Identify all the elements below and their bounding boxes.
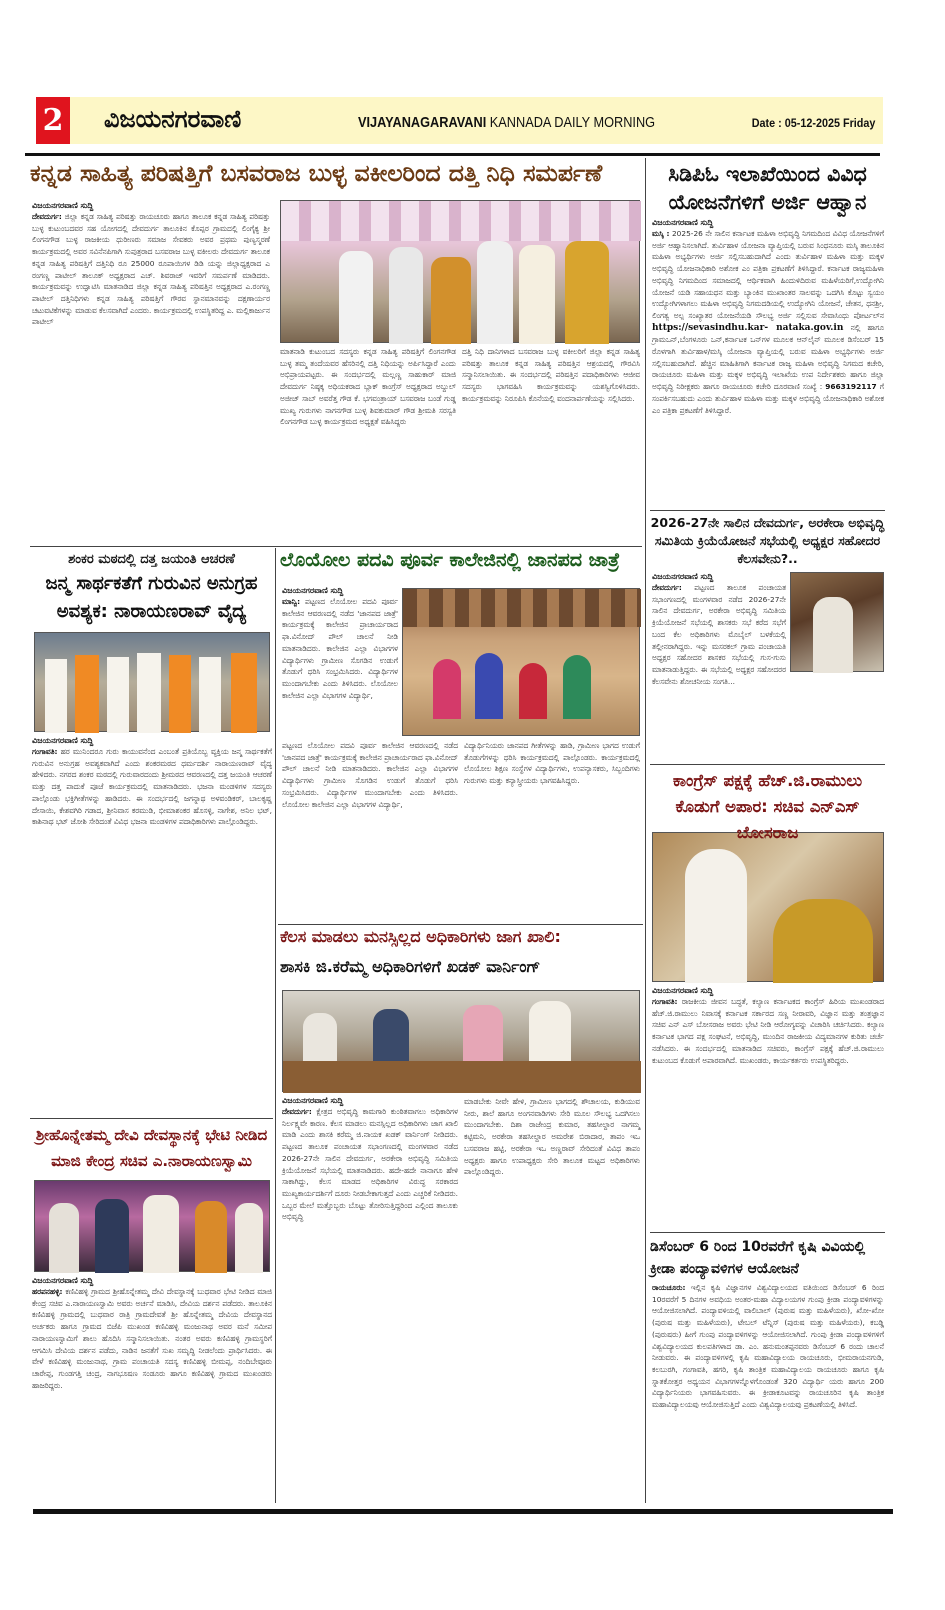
photo-person xyxy=(431,257,471,344)
congress-body xyxy=(652,996,884,1230)
congress-photo xyxy=(652,832,884,982)
lead-body-col3 xyxy=(462,346,640,544)
devadurga-photo xyxy=(790,572,884,672)
lead-body-col2 xyxy=(280,346,456,544)
section-divider-congress xyxy=(650,1232,885,1233)
krishi-body xyxy=(652,1282,884,1504)
photo-person xyxy=(339,251,373,344)
cdpo-phone: 9663192117 xyxy=(825,382,877,392)
photo-person xyxy=(95,1199,129,1273)
photo-dancer xyxy=(475,653,503,719)
section-divider-shankar xyxy=(30,1118,273,1119)
karemma-body-text-2: ಮಾಡಬೇಕು ನೀವೇ ಹೇಳಿ, ಗ್ರಾಮೀಣ ಭಾಗದಲ್ಲಿ ಶೌಚಾಲಯ, ಕುಡಿಯುವ ನೀರು, ಶಾಲೆ ಹಾಗೂ ಅಂಗನವಾಡಿಗಳು ಸೇರಿ ಮೂಲ ಸೌಲಭ್ಯ ಒದಗಿಸಲು ಮುಂದಾಗಬೇಕು. ದಿಶಾ ರಾಜೇಂದ್ರ ಕುಮಾರ, ತಹಸೀಲ್ದಾರ ನಾಗಮ್ಮ ಕಟ್ಟಿಮನಿ, ಅರಕೇರಾ ತಹಸೀಲ್ದಾರ ಅಮರೇಶ ಬಿರಾದಾರ, ತಾಪಂ ಇಒ ಬಸವರಾಜ ಹಟ್ಟಿ, ಅರಕೇರಾ ಇಒ ಅಣ್ಣರಾವ್ ಸೇರಿದಂತೆ ವಿವಿಧ ತಾಪಂ ಅಧ್ಯಕ್ಷರು ಹಾಗೂ ಉಪಾಧ್ಯಕ್ಷರು ಸೇರಿ ತಾಲೂಕ ಮಟ್ಟದ ಅಧಿಕಾರಿಗಳು ಪಾಲ್ಗೊಂಡಿದ್ದರು. xyxy=(464,1097,640,1177)
shankar-headline: ಜನ್ಮ ಸಾರ್ಥಕತೆಗೆ ಗುರುವಿನ ಅನುಗ್ರಹ ಅವಶ್ಯಕ: ನಾರಾಯಣರಾವ್ ವೈದ್ಯ xyxy=(45,573,258,622)
photo-person xyxy=(303,1013,337,1063)
shankar-photo xyxy=(34,632,270,732)
photo-person xyxy=(49,1203,79,1273)
photo-audience xyxy=(403,589,641,627)
photo-person xyxy=(169,655,191,733)
karemma-body-text: ಕ್ಷೇತ್ರದ ಅಭಿವೃದ್ಧಿ ಕಾಮಗಾರಿ ಕುಂಠಿತವಾಗಲು ಅಧಿಕಾರಿಗಳ ನಿರ್ಲಕ್ಷ್ಯವೇ ಕಾರಣ. ಕೆಲಸ ಮಾಡಲು ಮನಸ್ಸಿಲ್ಲದ ಅಧಿಕಾರಿಗಳು ಜಾಗ ಖಾಲಿ ಮಾಡಿ ಎಂದು ಶಾಸಕಿ ಕರೆಮ್ಮ ಜಿ.ನಾಯಕ ಖಡಕ್ ವಾರ್ನಿಂಗ್ ನೀಡಿದರು. ಪಟ್ಟಣದ ತಾಲೂಕ ಪಂಚಾಯತ ಸಭಾಂಗಣದಲ್ಲಿ ಮಂಗಳವಾರ ನಡೆದ 2026-27ನೇ ಸಾಲಿನ ದೇವದುರ್ಗ, ಅರಕೇರಾ ಅಭಿವೃದ್ಧಿ ಸಮಿತಿಯ ಕ್ರಿಯೆಯೋಜನೆ ಸಭೆಯಲ್ಲಿ ಮಾತನಾಡಿದರು. ಹದೇ-ಹದೇ ನಾನಾಗೂ ಹೇಳಿ ಸಾಕಾಗಿದ್ದು, ಕೆಲಸ ಮಾಡದ ಅಧಿಕಾರಿಗಳ ವಿರುದ್ಧ ಸರಕಾರದ ಮುಖ್ಯಕಾರ್ಯದರ್ಶಿಗೆ ದೂರು ನೀಡಬೇಕಾಗುತ್ತದೆ ಎಂದು ಎಚ್ಚರಿಕೆ ನೀಡಿದರು. ಒಬ್ಬರ ಮೇಲೆ ಮತ್ತೊಬ್ಬರು ಬೊಟ್ಟು ತೋರಿಸುತ್ತಿದ್ದರಿಂದ ಎಲ್ಲಿಂದ ತಾಲೂಕು ಅಭಿವೃದ್ಧಿ xyxy=(282,1107,458,1222)
photo-person xyxy=(565,241,609,344)
column-divider-left xyxy=(275,548,276,1503)
photo-person xyxy=(199,657,221,733)
photo-backdrop xyxy=(281,201,641,241)
cdpo-dateline: ಮಸ್ಕಿ : xyxy=(652,229,670,238)
section-divider-loyola xyxy=(278,924,643,925)
loyola-body-col1 xyxy=(282,740,458,922)
page-bottom-rule xyxy=(33,1509,893,1514)
lead-body-text-2: ಮಾತನಾಡಿ ಕುಟುಂಬದ ಸದಸ್ಯರು ಕನ್ನಡ ಸಾಹಿತ್ಯ ಪರಿಷತ್ತಿಗೆ ಲಿಂಗನಗೌಡ ಬುಳ್ಳ ತಮ್ಮ ತಂದೆಯವರ ಹೆಸರಿನಲ್ಲಿ ದತ್ತಿ ನಿಧಿಯನ್ನು ಅರ್ಪಿಸಿದ್ದಾರೆ ಎಂದು ಅಭಿಪ್ರಾಯಪಟ್ಟರು. ಈ ಸಂದರ್ಭದಲ್ಲಿ ಮಲ್ಲಣ್ಣ ಸಾಹುಕಾರ್ ಮಾಜಿ ದೇವದುರ್ಗ ನಿಷ್ಠಕ್ಕ ಅಧಿಯಕರಾದ ಬ್ಲಾಕ್ ಕಾಂಗ್ರೆಸ್ ಅಧ್ಯಕ್ಷರಾದ ಅಬ್ದುಲ್ ಅಜೀಜ್ ಸಾಬ್ ಅವರೆತ್ತ ಗೌಡ ಕೆ. ಭಗವಂತ್ರಾಯ್ ಬಸವರಾಜ ಬಂಡೆ ಗುಡ್ಡ ಮುಖ್ಯ ಗುರುಗಳು ನಾಗನಗೌಡ ಬುಳ್ಳ ಶಿವಕುಮಾರ್ ಗೌಡ ಶ್ರೀಮತಿ ಸರಸ್ವತಿ ಲಿಂಗನಗೌಡ ಬುಳ್ಳ ಕಾರ್ಯಕ್ರಮದ ಅಧ್ಯಕ್ಷತೆ ವಹಿಸಿದ್ದರು xyxy=(280,347,456,427)
lead-headline: ಕನ್ನಡ ಸಾಹಿತ್ಯ ಪರಿಷತ್ತಿಗೆ ಬಸವರಾಜ ಬುಳ್ಳ ವಕೀಲರಿಂದ ದತ್ತಿ ನಿಧಿ ಸಮರ್ಪಣೆ xyxy=(30,159,603,187)
loyola-body-col2 xyxy=(464,740,640,922)
photo-person xyxy=(45,659,67,733)
congress-dateline: ಗಂಗಾವತಿ: xyxy=(652,997,678,1006)
section-divider-cdpo xyxy=(650,510,885,511)
cdpo-body xyxy=(652,228,884,508)
cdpo-headline: ಸಿಡಿಪಿಓ ಇಲಾಖೆಯಿಂದ ವಿವಿಧ ಯೋಜನೆಗಳಿಗೆ ಅರ್ಜಿ ಆಹ್ವಾನ xyxy=(668,162,867,214)
loyola-body-text-cont: ಪಟ್ಟಣದ ಲೊಯೋಲ ಪದವಿ ಪೂರ್ವ ಕಾಲೇಜಿನ ಆವರಣದಲ್ಲಿ ನಡೆದ 'ಜಾನಪದ ಜಾತ್ರೆ' ಕಾರ್ಯಕ್ರಮಕ್ಕೆ ಕಾಲೇಜಿನ ಪ್ರಾಚಾರ್ಯರಾದ ಫಾ.ವಿನೋದ್ ಪೌಲ್ ಚಾಲನೆ ನೀಡಿ ಮಾತನಾಡಿದರು. ಕಾಲೇಜಿನ ಎಲ್ಲಾ ವಿಭಾಗಗಳ ವಿದ್ಯಾರ್ಥಿಗಳು ಗ್ರಾಮೀಣ ಸೊಗಡಿನ ಉಡುಗೆ ತೊಡುಗೆ ಧರಿಸಿ ಸಂಭ್ರಮಿಸಿದರು. ವಿದ್ಯಾರ್ಥಿಗಳ ಮುಂದಾಗಬೇಕು ಎಂದು ತಿಳಿಸಿದರು. ಲೊಯೋಲ ಕಾಲೇಜಿನ ಎಲ್ಲಾ ವಿಭಾಗಗಳ ವಿದ್ಯಾರ್ಥಿ, xyxy=(282,741,458,809)
krishi-dateline: ರಾಯಚೂರು: xyxy=(652,1283,686,1292)
shankar-body xyxy=(32,746,272,1116)
cdpo-body-text-2: ನಲ್ಲಿ ಹಾಗೂ ಗ್ರಾಮಒನ್,ಬೆಂಗಳೂರು ಒನ್,ಕರ್ನಾಟಕ ಒನ್‌ಗಳ ಮೂಲಕ ಆನ್‌ಲೈನ್ ಮೂಲಕ ಡಿಸೆಂಬರ್ 15 ರೊಳಗಾಗಿ ತುರ್ವಿಹಾಳ/ಮಸ್ಕಿ ಯೋಜನಾ ವ್ಯಾಪ್ತಿಯಲ್ಲಿ ಬರುವ ಮಹಿಳಾ ಅಭ್ಯರ್ಥಿಗಳು ಅರ್ಜಿ ಸಲ್ಲಿಸಬಹುದಾಗಿದೆ. ಹೆಚ್ಚಿನ ಮಾಹಿತಿಗಾಗಿ ಕರ್ನಾಟಕ ರಾಜ್ಯ ಮಹಿಳಾ ಅಭಿವೃದ್ಧಿ ನಿಗಮದ ಕಚೇರಿ, ರಾಯಚೂರು ಮಹಿಳಾ ಮತ್ತು ಮಕ್ಕಳ ಅಭಿವೃದ್ಧಿ ಇಲಾಖೆಯ ಉಪ ನಿರ್ದೇಶಕರು ಹಾಗೂ ಜಿಲ್ಲಾ ಅಭಿವೃದ್ಧಿ ನಿರೀಕ್ಷಕರು ಹಾಗೂ ರಾಯಚೂರು ಕಚೇರಿ ದೂರವಾಣಿ ಸಂಖ್ಯೆ : xyxy=(652,322,884,392)
paper-name-kannada: ವಿಜಯನಗರವಾಣಿ xyxy=(104,105,242,133)
honnetamma-photo xyxy=(34,1180,270,1272)
devadurga-body-text: ಪಟ್ಟಣದ ತಾಲೂಕ ಪಂಚಾಯತ ಸಭಾಂಗಣದಲ್ಲಿ ಮಂಗಳವಾರ ನಡೆದ 2026-27ನೇ ಸಾಲಿನ ದೇವದುರ್ಗ, ಅರಕೇರಾ ಅಭಿವೃದ್ಧಿ ಸಮಿತಿಯ ಕ್ರಿಯೆಯೋಜನೆ ಸಭೆಯಲ್ಲಿ ಶಾಸಕರು ಸಭೆ ಕರೆದ ಸಭೆಗೆ ಬಂದ ಕೆಲ ಅಧಿಕಾರಿಗಳು ಮೊಬೈಲ್ ಬಳಕೆಯಲ್ಲಿ ತಲ್ಲೀನರಾಗಿದ್ದರು. ಇನ್ನು ಮಸರಕಲ್ ಗ್ರಾಮ ಪಂಚಾಯತಿ ಅಧ್ಯಕ್ಷರ ಸಹೋದರ ಶಾಸಕರ ಸಭೆಯಲ್ಲಿ ಗುಸ-ಗುಸು ಮಾತನಾಡುತ್ತಿದ್ದರು. ಈ ಸಭೆಯಲ್ಲಿ ಅಧ್ಯಕ್ಷರ ಸಹೋದರರ ಕೆಲಸವೇನು ಶೋಚನೀಯ ಸಂಗತಿ... xyxy=(652,583,786,686)
photo-dancer xyxy=(519,663,547,719)
congress-headline: ಕಾಂಗ್ರೆಸ್ ಪಕ್ಷಕ್ಕೆ ಹೆಚ್.ಜಿ.ರಾಮುಲು ಕೊಡುಗೆ ಅಪಾರ: ಸಚಿವ ಎನ್‌ಎಸ್ ಬೋಸರಾಜ xyxy=(650,768,885,828)
loyola-photo xyxy=(402,588,640,736)
lead-photo xyxy=(280,200,640,343)
loyola-body-text: ಪಟ್ಟಣದ ಲೊಯೋಲ ಪದವಿ ಪೂರ್ವ ಕಾಲೇಜಿನ ಆವರಣದಲ್ಲಿ ನಡೆದ 'ಜಾನಪದ ಜಾತ್ರೆ' ಕಾರ್ಯಕ್ರಮಕ್ಕೆ ಕಾಲೇಜಿನ ಪ್ರಾಚಾರ್ಯರಾದ ಫಾ.ವಿನೋದ್ ಪೌಲ್ ಚಾಲನೆ ನೀಡಿ ಮಾತನಾಡಿದರು. ಕಾಲೇಜಿನ ಎಲ್ಲಾ ವಿಭಾಗಗಳ ವಿದ್ಯಾರ್ಥಿಗಳು ಗ್ರಾಮೀಣ ಸೊಗಡಿನ ಉಡುಗೆ ತೊಡುಗೆ ಧರಿಸಿ ಸಂಭ್ರಮಿಸಿದರು. ವಿದ್ಯಾರ್ಥಿಗಳ ಮುಂದಾಗಬೇಕು ಎಂದು ತಿಳಿಸಿದರು. ಲೊಯೋಲ ಕಾಲೇಜಿನ ಎಲ್ಲಾ ವಿಭಾಗಗಳ ವಿದ್ಯಾರ್ಥಿ, xyxy=(282,597,398,700)
karemma-headline-line2: ಶಾಸಕಿ ಜಿ.ಕರೆಮ್ಮ ಅಧಿಕಾರಿಗಳಿಗೆ ಖಡಕ್ ವಾರ್ನಿಂಗ್ xyxy=(280,957,541,976)
photo-person xyxy=(195,1201,227,1273)
devadurga-dateline: ದೇವದುರ್ಗ: xyxy=(652,583,682,592)
lead-body-col1 xyxy=(32,211,270,543)
photo-person xyxy=(235,1203,263,1273)
karemma-body-col1 xyxy=(282,1106,458,1504)
photo-person xyxy=(231,653,257,733)
karemma-body-col2 xyxy=(464,1096,640,1504)
photo-table xyxy=(283,1061,641,1093)
lead-byline: ವಿಜಯನಗರವಾಣಿ ಸುದ್ದಿ xyxy=(32,201,94,210)
shankar-kicker: ಶಂಕರ ಮಠದಲ್ಲಿ ದತ್ತ ಜಯಂತಿ ಆಚರಣೆ xyxy=(68,552,235,567)
photo-person xyxy=(143,1195,179,1273)
masthead xyxy=(36,97,883,144)
photo-person xyxy=(373,1009,409,1063)
cdpo-url: https://sevasindhu.kar- nataka.gov.in xyxy=(652,322,844,333)
congress-body-text: ರಾಜಕೀಯ ಜೀವನ ಬದ್ಧತೆ, ಕಲ್ಯಾಣ ಕರ್ನಾಟಕದ ಕಾಂಗ್ರೆಸ್ ಹಿರಿಯ ಮುಖಂಡರಾದ ಹೆಚ್.ಜಿ.ರಾಮುಲು ನಿವಾಸಕ್ಕೆ ಕರ್ನಾಟಕ ಸರ್ಕಾರದ ಸಣ್ಣ ನೀರಾವರಿ, ವಿಜ್ಞಾನ ಮತ್ತು ತಂತ್ರಜ್ಞಾನ ಸಚಿವ ಎನ್ ಎಸ್ ಬೋಸರಾಜ ಅವರು ಭೇಟಿ ನೀಡಿ ಆರೋಗ್ಯವನ್ನು ವಿಚಾರಿಸಿ ಚರ್ಚಿಸಿದರು. ಕಲ್ಯಾಣ ಕರ್ನಾಟಕ ಭಾಗದ ಪಕ್ಷ ಸಂಘಟನೆ, ಅಭಿವೃದ್ಧಿ, ಮುಂದಿನ ರಾಜಕೀಯ ವಿದ್ಯಮಾನಗಳ ಕುರಿತು ಚರ್ಚೆ ನಡೆಸಿದರು. ಈ ಸಂದರ್ಭದಲ್ಲಿ ಮಾತನಾಡಿದ ಸಚಿವರು, ಕಾಂಗ್ರೆಸ್ ಪಕ್ಷಕ್ಕೆ ಹೆಚ್.ಜಿ.ರಾಮುಲು ಕುಟುಂಬದ ಕೊಡುಗೆ ಅಪಾರವಾಗಿದೆ. ಮುಖಂಡರು, ಕಾರ್ಯಕರ್ತರು ಉಪಸ್ಥಿತರಿದ್ದರು. xyxy=(652,997,884,1065)
photo-person xyxy=(519,245,555,344)
devadurga-headline: 2026-27ನೇ ಸಾಲಿನ ದೇವದುರ್ಗ, ಅರಕೇರಾ ಅಭಿವೃದ್ಧಿ ಸಮಿತಿಯ ಕ್ರಿಯೆಯೋಜನೆ ಸಭೆಯಲ್ಲಿ ಅಧ್ಯಕ್ಷರ ಸಹೋದರ ಕೆಲಸವೇನು?.. xyxy=(650,515,885,566)
cdpo-byline: ವಿಜಯನಗರವಾಣಿ ಸುದ್ದಿ xyxy=(652,218,714,227)
paper-name-english-bold: VIJAYANAGARAVANI xyxy=(358,114,487,131)
photo-person xyxy=(137,653,161,733)
congress-byline: ವಿಜಯನಗರವಾಣಿ ಸುದ್ದಿ xyxy=(652,986,714,995)
loyola-byline: ವಿಜಯನಗರವಾಣಿ ಸುದ್ದಿ xyxy=(282,586,344,595)
photo-person xyxy=(463,1005,503,1063)
photo-dancer xyxy=(433,659,461,719)
photo-person xyxy=(773,899,873,983)
loyola-headline: ಲೊಯೋಲ ಪದವಿ ಪೂರ್ವ ಕಾಲೇಜಿನಲ್ಲಿ ಜಾನಪದ ಜಾತ್ರೆ xyxy=(280,549,620,571)
cdpo-body-text: 2025-26 ನೇ ಸಾಲಿನ ಕರ್ನಾಟಕ ಮಹಿಳಾ ಅಭಿವೃದ್ಧಿ ನಿಗಮದಿಂದ ವಿವಿಧ ಯೋಜನೆಗಳಿಗೆ ಅರ್ಜಿ ಆಹ್ವಾನಿಸಲಾಗಿದೆ. ತುರ್ವಿಹಾಳ ಯೋಜನಾ ವ್ಯಾಪ್ತಿಯಲ್ಲಿ ಬರುವ ಸಿಂಧನೂರು ಮಸ್ಕಿ ತಾಲೂಕಿನ ಮಹಿಳಾ ಅಭ್ಯರ್ಥಿಗಳು ಅರ್ಜಿ ಸಲ್ಲಿಸಬಹುದಾಗಿದೆ ಎಂದು ತುರ್ವಿಹಾಳ ಮಹಿಳಾ ಮತ್ತು ಮಕ್ಕಳ ಅಭಿವೃದ್ಧಿ ಯೋಜನಾಧಿಕಾರಿ ಅಶೋಕ ಎಂ ಪತ್ರಿಕಾ ಪ್ರಕಟಣೆಗೆ ತಿಳಿಸಿದ್ದಾರೆ. ಕರ್ನಾಟಕ ರಾಜ್ಯಮಹಿಳಾ ಅಭಿವೃದ್ಧಿ ನಿಗಮದಿಂದ ಸಮಾಜದಲ್ಲಿ ಆರ್ಥಿಕವಾಗಿ ಹಿಂದುಳಿದಿರುವ ಮಹಿಳೆಯರಿಗೆ,ಉದ್ಯೋಗಿನಿ ಯೋಜನೆ ಯಡಿ ಸಹಾಯಧನ ಮತ್ತು ಬ್ಯಾಂಕಿನ ಮುಖಾಂತರ ಸಾಲವನ್ನು ಒದಗಿಸಿ ಕೊಟ್ಟು ಸ್ವಯಂ ಉದ್ಯೋಗಿಗಳಾಗಲು ಮಹಿಳಾ ಅಭಿವೃದ್ಧಿ ನಿಗಮದಡಿಯಲ್ಲಿ ಉದ್ಯೋಗಿನಿ ಯೋಜನೆ, ಚೇತನ, ಧನಶ್ರೀ, ಲಿಂಗತ್ವ ಅಲ್ಪ ಸಂಖ್ಯಾತರ ಯೋಜನೆಯಡಿ ಸೌಲಭ್ಯ ಅರ್ಜಿ ಸಲ್ಲಿಸುವ ಸೇವಾಸಿಂಧು ಪೋರ್ಟಲ್‌ನ xyxy=(652,229,884,320)
karemma-dateline: ದೇವದುರ್ಗ: xyxy=(282,1107,312,1116)
loyola-body-narrow xyxy=(282,596,398,736)
lead-dateline: ದೇವದುರ್ಗ: xyxy=(32,212,62,221)
photo-dancer xyxy=(563,655,591,719)
photo-person xyxy=(107,657,129,733)
lead-body-text-3: ದತ್ತಿ ನಿಧಿ ದಾನಿಗಳಾದ ಬಸವರಾಜ ಬುಳ್ಳ ವಕೀಲರಿಗೆ ಜಿಲ್ಲಾ ಕನ್ನಡ ಸಾಹಿತ್ಯ ಪರಿಷತ್ತು ತಾಲೂಕ ಕನ್ನಡ ಸಾಹಿತ್ಯ ಪರಿಷತ್ತಿನ ಆಶ್ರಯದಲ್ಲಿ ಗೌರವಿಸಿ ಸನ್ಮಾನಿಸಲಾಯಿತು. ಈ ಸಂದರ್ಭದಲ್ಲಿ ಪರಿಷತ್ತಿನ ಪದಾಧಿಕಾರಿಗಳು ಆಜೀವ ಸದಸ್ಯರು ಭಾಗವಹಿಸಿ ಕಾರ್ಯಕ್ರಮವನ್ನು ಯಶಸ್ವಿಗೊಳಿಸಿದರು. ಕಾರ್ಯಕ್ರಮವನ್ನು ನಿರೂಪಿಸಿ ಕೊನೆಯಲ್ಲಿ ವಂದನಾರ್ಪಣೆಯನ್ನು ಸಲ್ಲಿಸಿದರು. xyxy=(462,347,640,403)
photo-person xyxy=(477,241,513,344)
karemma-byline: ವಿಜಯನಗರವಾಣಿ ಸುದ್ದಿ xyxy=(282,1096,344,1105)
shankar-byline: ವಿಜಯನಗರವಾಣಿ ಸುದ್ದಿ xyxy=(32,736,94,745)
honnetamma-byline: ವಿಜಯನಗರವಾಣಿ ಸುದ್ದಿ xyxy=(32,1276,94,1285)
cdpo-body-text-3: ಗೆ ಸಂಪರ್ಕಿಸಬಹುದು ಎಂದು ತುರ್ವಿಹಾಳ ಮಹಿಳಾ ಮತ್ತು ಮಕ್ಕಳ ಅಭಿವೃದ್ಧಿ ಯೋಜನಾಧಿಕಾರಿ ಅಶೋಕ ಎಂ ಪತ್ರಿಕಾ ಪ್ರಕಟಣೆಗೆ ತಿಳಿಸಿದ್ದಾರೆ. xyxy=(652,382,884,415)
loyola-dateline: ಮಾನ್ವಿ: xyxy=(282,597,301,606)
krishi-body-text: ಇಲ್ಲಿನ ಕೃಷಿ ವಿಜ್ಞಾನಗಳ ವಿಶ್ವವಿದ್ಯಾಲಯದ ವತಿಯಿಂದ ಡಿಸೆಂಬರ್ 6 ರಿಂದ 10ರವರೆಗೆ 5 ದಿನಗಳ ಅವಧಿಯ ಅಂತರ-ಮಹಾ ವಿದ್ಯಾಲಯಗಳ ಗುಂಪು ಕ್ರೀಡಾ ಪಂದ್ಯಾವಳಿಗಳನ್ನು ಆಯೋಜಿಸಲಾಗಿದೆ. ಪಂದ್ಯಾವಳಿಯಲ್ಲಿ ವಾಲಿಬಾಲ್ (ಪುರುಷ ಮತ್ತು ಮಹಿಳೆಯರು), ಖೋ-ಖೋ (ಪುರುಷ ಮತ್ತು ಮಹಿಳೆಯರು), ಟೇಬಲ್ ಟೆನ್ನಿಸ್ (ಪುರುಷ ಮತ್ತು ಮಹಿಳೆಯರು), ಕಬಡ್ಡಿ (ಪುರುಷರು) ಹೀಗೆ ಗುಂಪು ಪಂದ್ಯಾವಳಿಗಳನ್ನು ಆಯೋಜಿಸಲಾಗಿದೆ. ಗುಂಪು ಕ್ರೀಡಾ ಪಂದ್ಯಾವಳಿಗಳಿಗೆ ವಿಶ್ವವಿದ್ಯಾಲಯದ ಕುಲಪತಿಗಳಾದ ಡಾ. ಎಂ. ಹನುಮಂತಪ್ಪನವರು ಡಿಸೆಂಬರ್ 6 ರಂದು ಚಾಲನೆ ನೀಡುವರು. ಈ ಪಂದ್ಯಾವಳಿಗಳಲ್ಲಿ ಕೃಷಿ ಮಹಾವಿದ್ಯಾಲಯ ರಾಯಚೂರು, ಭೀಮರಾಯನಗುಡಿ, ಕಲಬುರಗಿ, ಗಂಗಾವತಿ, ಹಗರಿ, ಕೃಷಿ ತಾಂತ್ರಿಕ ಮಹಾವಿದ್ಯಾಲಯ ರಾಯಚೂರು ಹಾಗೂ ಕೃಷಿ ಸ್ನಾತಕೋತ್ತರ ಅಧ್ಯಯನ ವಿಭಾಗಗಳನ್ನೊಳಗೊಂಡಂತೆ 320 ವಿದ್ಯಾರ್ಥಿ ಯರು ಹಾಗೂ 200 ವಿದ್ಯಾರ್ಥಿನಿಯರು ಭಾಗವಹಿಸುವರು. ಈ ಕ್ರೀಡಾಕೂಟವನ್ನು ರಾಯಚೂರಿನ ಕೃಷಿ ತಾಂತ್ರಿಕ ಮಹಾವಿದ್ಯಾಲಯವು ಆಯೋಜಿಸುತ್ತಿದೆ ಎಂದು ವಿಶ್ವವಿದ್ಯಾಲಯವು ಪ್ರಕಟಣೆಯಲ್ಲಿ ತಿಳಿಸಿದೆ. xyxy=(652,1283,884,1410)
section-divider-lead xyxy=(30,546,642,547)
lead-body-text-1: ಜಿಲ್ಲಾ ಕನ್ನಡ ಸಾಹಿತ್ಯ ಪರಿಷತ್ತು ರಾಯಚೂರು ಹಾಗೂ ತಾಲೂಕ ಕನ್ನಡ ಸಾಹಿತ್ಯ ಪರಿಷತ್ತು ಬುಳ್ಳ ಕುಟುಂಬದವರ ಸಹ ಯೋಗದಲ್ಲಿ ದೇವದುರ್ಗ ತಾಲೂಕಿನ ಕೊಪ್ಪರ ಗ್ರಾಮದಲ್ಲಿ ಲಿಂಗೈಕ್ಯ ಶ್ರೀ ಲಿಂಗನಗೌಡ ಬುಳ್ಳ ರಾಜಕೀಯ ಧುರೀಣರು ಸಮಾಜ ಸೇವಕರು ಅವರ ಪ್ರಥಮ ಪುಣ್ಯಸ್ಮರಣೆ ಕಾರ್ಯಕ್ರಮದಲ್ಲಿ ಅವರ ಸವಿನೆನಪಿಗಾಗಿ ಸುಪುತ್ರರಾದ ಬಸವರಾಜ ಬುಳ್ಳ ವಕೀಲರು ದೇವದುರ್ಗ ತಾಲೂಕ ಕನ್ನಡ ಸಾಹಿತ್ಯ ಪರಿಷತ್ತಿಗೆ ದತ್ತಿನಿಧಿ ರೂ 25000 ರೂಪಾಯಿಗಳ ಡಿಡಿ ಯನ್ನು ಜಿಲ್ಲಾಧ್ಯಕ್ಷರಾದ ಎ ರಂಗಣ್ಣ ಪಾಟೀಲ್ ತಾಲೂಕ್ ಅಧ್ಯಕ್ಷರಾದ ಎಚ್. ಶಿವರಾಜ್ ಇವರಿಗೆ ಸಮರ್ಪಣೆ ಮಾಡಿದರು. ಕಾರ್ಯಕ್ರಮವನ್ನು ಉದ್ಘಾಟಿಸಿ ಮಾತನಾಡಿದ ಜಿಲ್ಲಾ ಕನ್ನಡ ಸಾಹಿತ್ಯ ಪರಿಷತ್ತಿನ ಅಧ್ಯಕ್ಷರಾದ ಎ.ರಂಗಣ್ಣ ಪಾಟೀಲ್ ದತ್ತಿನಿಧಿಗಳು ಕನ್ನಡ ಸಾಹಿತ್ಯ ಪರಿಷತ್ತಿಗೆ ಗೌರವ ಸ್ಥಾನಮಾನವನ್ನು ದಕ್ಷಣಾರ್ಯರ ಚಟುವಟಿಕೆಗಳನ್ನು ಮಾಡುವ ಕೆಲಸವಾಗಿದೆ ಎಂದರು. ಕಾರ್ಯಕ್ರಮದಲ್ಲಿ ಉಪಸ್ಥಿತರಿದ್ದ ಎ. ಮಲ್ಲಿಕಾರ್ಜುನ ಪಾಟೀಲ್ xyxy=(32,212,270,327)
shankar-dateline: ಗಂಗಾವತಿ: xyxy=(32,747,58,756)
photo-person xyxy=(75,655,99,733)
shankar-body-text: ಹರ ಮುನಿಂದರೂ ಗುರು ಕಾಯುವನೆಂದ ಎಂಬಂತೆ ಪ್ರತಿಯೊಬ್ಬ ವ್ಯಕ್ತಿಯ ಜನ್ಮ ಸಾರ್ಥಕತೆಗೆ ಗುರುವಿನ ಅನುಗ್ರಹ ಅವಶ್ಯಕವಾಗಿದೆ ಎಂದು ಶಂಕರಮಠದ ಧರ್ಮದರ್ಶಿ ನಾರಾಯಣರಾವ್ ವೈದ್ಯ ಹೇಳಿದರು. ನಗರದ ಶಂಕರ ಮಠದಲ್ಲಿ ಗುರುವಾರದಂದು ಶ್ರೀಮಠದ ಆವರಣದಲ್ಲಿ ದತ್ತ ಜಯಂತಿ ಆಚರಣೆ ಮತ್ತು ದತ್ತ ಪಾದುಕೆ ಪೂಜೆ ಕಾರ್ಯಕ್ರಮದಲ್ಲಿ ಮಾತನಾಡಿದರು. ಭಜನಾ ಮಂಡಳಿಗಳ ಸದಸ್ಯರು ಪಾಲ್ಗೊಂಡು ಭಕ್ತಿಗೀತೆಗಳನ್ನು ಹಾಡಿದರು. ಈ ಸಂದರ್ಭದಲ್ಲಿ ಜಗನ್ನಾಥ ಅಳವಂಡಿಕರ್, ಬಾಲಕೃಷ್ಣ ದೇಸಾಯಿ, ಕೇಶವಗಿರಿ ಗಡಾದ, ಶ್ರೀನಿವಾಸ ಕರಮುಡಿ, ಭೀಮಾಶಂಕರ ಹೊಸಳ್ಳಿ, ನಾಗೇಶ, ಅನಿಲ ಭಟ್, ಕಾಶಿನಾಥ ಭಟ್ ಜೋಶಿ ಸೇರಿದಂತೆ ವಿವಿಧ ಭಜನಾ ಮಂಡಳಿಗಳ ಪದಾಧಿಕಾರಿಗಳು ಪಾಲ್ಗೊಂಡಿದ್ದರು. xyxy=(32,747,272,827)
karemma-headline-line1: ಕೆಲಸ ಮಾಡಲು ಮನಸ್ಸಿಲ್ಲದ ಅಧಿಕಾರಿಗಳು ಜಾಗ ಖಾಲಿ: xyxy=(280,927,561,946)
photo-person xyxy=(529,1001,571,1063)
paper-tagline: KANNADA DAILY MORNING xyxy=(489,114,656,131)
page-number: 2 xyxy=(36,97,70,144)
issue-date: Date : 05-12-2025 Friday xyxy=(751,116,875,130)
photo-person xyxy=(389,247,423,344)
loyola-body-text-2: ವಿದ್ಯಾರ್ಥಿನಿಯರು ಜಾನಪದ ಗೀತೆಗಳನ್ನು ಹಾಡಿ, ಗ್ರಾಮೀಣ ಭಾಗದ ಉಡುಗೆ ತೊಡುಗೆಗಳನ್ನು ಧರಿಸಿ ಕಾರ್ಯಕ್ರಮದಲ್ಲಿ ಪಾಲ್ಗೊಂಡರು. ಕಾರ್ಯಕ್ರಮದಲ್ಲಿ ಲೊಯೋಲ ಶಿಕ್ಷಣ ಸಂಸ್ಥೆಗಳ ವಿದ್ಯಾರ್ಥಿಗಳು, ಉಪನ್ಯಾಸಕರು, ಸಿಬ್ಬಂದಿಗಳು ಗುರುಗಳು ಮತ್ತು ಕನ್ಯಾಸ್ತ್ರೀಯರು ಭಾಗವಹಿಸಿದ್ದರು. xyxy=(464,741,640,786)
column-divider-right xyxy=(645,158,646,1503)
photo-person xyxy=(685,849,747,983)
masthead-rule xyxy=(25,153,880,156)
honnetamma-headline: ಶ್ರೀಹೊನ್ನೇತಮ್ಮ ದೇವಿ ದೇವಸ್ಥಾನಕ್ಕೆ ಭೇಟಿ ನೀಡಿದ ಮಾಜಿ ಕೇಂದ್ರ ಸಚಿವ ಎ.ನಾರಾಯಣಸ್ವಾಮಿ xyxy=(35,1126,268,1170)
krishi-headline: ಡಿಸೆಂಬರ್ 6 ರಿಂದ 10ರವರೆಗೆ ಕೃಷಿ ವಿವಿಯಲ್ಲಿ ಕ್ರೀಡಾ ಪಂದ್ಯಾವಳಿಗಳ ಆಯೋಜನೆ xyxy=(650,1239,866,1277)
karemma-photo xyxy=(282,990,640,1092)
honnetamma-body xyxy=(32,1286,272,1504)
photo-person xyxy=(813,597,853,673)
honnetamma-dateline: ಹರಪನಹಳ್ಳಿ: xyxy=(32,1287,63,1296)
paper-name-english xyxy=(358,114,655,131)
devadurga-body-narrow xyxy=(652,582,786,686)
honnetamma-body-text: ಕಣಿವಿಹಳ್ಳಿ ಗ್ರಾಮದ ಶ್ರೀಹೊನ್ನೇತಮ್ಮ ದೇವಿ ದೇವಸ್ಥಾನಕ್ಕೆ ಬುಧವಾರ ಭೇಟಿ ನೀಡಿದ ಮಾಜಿ ಕೇಂದ್ರ ಸಚಿವ ಎ.ನಾರಾಯಣಸ್ವಾಮಿ ಅವರು ಅರ್ಚನೆ ಮಾಡಿಸಿ, ದೇವಿಯ ದರ್ಶನ ಪಡೆದರು. ತಾಲೂಕಿನ ಕಣಿವಿಹಳ್ಳಿ ಗ್ರಾಮದಲ್ಲಿ ಬುಧವಾರ ರಾತ್ರಿ ಗ್ರಾಮದೇವತೆ ಶ್ರೀ ಹೊನ್ನೇತಮ್ಮ ದೇವಿಯ ದೇವಸ್ಥಾನದ ಅರ್ಚಕರು ಹಾಗೂ ಗ್ರಾಮದ ಬಿಜೆಪಿ ಮುಖಂಡ ಕಣಿವಿಹಳ್ಳಿ ಮಂಜುನಾಥ ಅವರ ಮನೆ ಸಮೀಪ ನಾರಾಯಣಸ್ವಾಮಿಗೆ ಶಾಲು ಹೊದಿಸಿ ಸನ್ಮಾನಿಸಲಾಯಿತು. ನಂತರ ಅವರು ಕಣಿವಿಹಳ್ಳಿ ಗ್ರಾಮಸ್ಥರಿಗೆ ಆಗಮಿಸಿ ದೇವಿಯ ದರ್ಶನ ಪಡೆದು, ನಾಡಿನ ಜನತೆಗೆ ಸುಖ ಸಮೃದ್ಧಿ ನೀಡಲೆಂದು ಪ್ರಾರ್ಥಿಸಿದರು. ಈ ವೇಳೆ ಕಣಿವಿಹಳ್ಳಿ ಮಂಜುನಾಥ, ಗ್ರಾಮ ಪಂಚಾಯತಿ ಸದಸ್ಯ ಕಣಿವಿಹಳ್ಳಿ ಬೀಮಪ್ಪ, ನಂದಿಬೇವೂರು ಚಾರೇಪ್ಪ, ಗುಂಡಗತ್ತಿ ಚಂದ್ರ, ನಾಗಭೂಷಣ ಸಂಡೂರು ಹಾಗೂ ಕಣಿವಿಹಳ್ಳಿ ಗ್ರಾಮದ ಮುಖಂಡರು ಹಾಜರಿದ್ದರು. xyxy=(32,1287,272,1390)
section-divider-devadurga xyxy=(650,764,885,765)
devadurga-byline: ವಿಜಯನಗರವಾಣಿ ಸುದ್ದಿ xyxy=(652,572,714,581)
